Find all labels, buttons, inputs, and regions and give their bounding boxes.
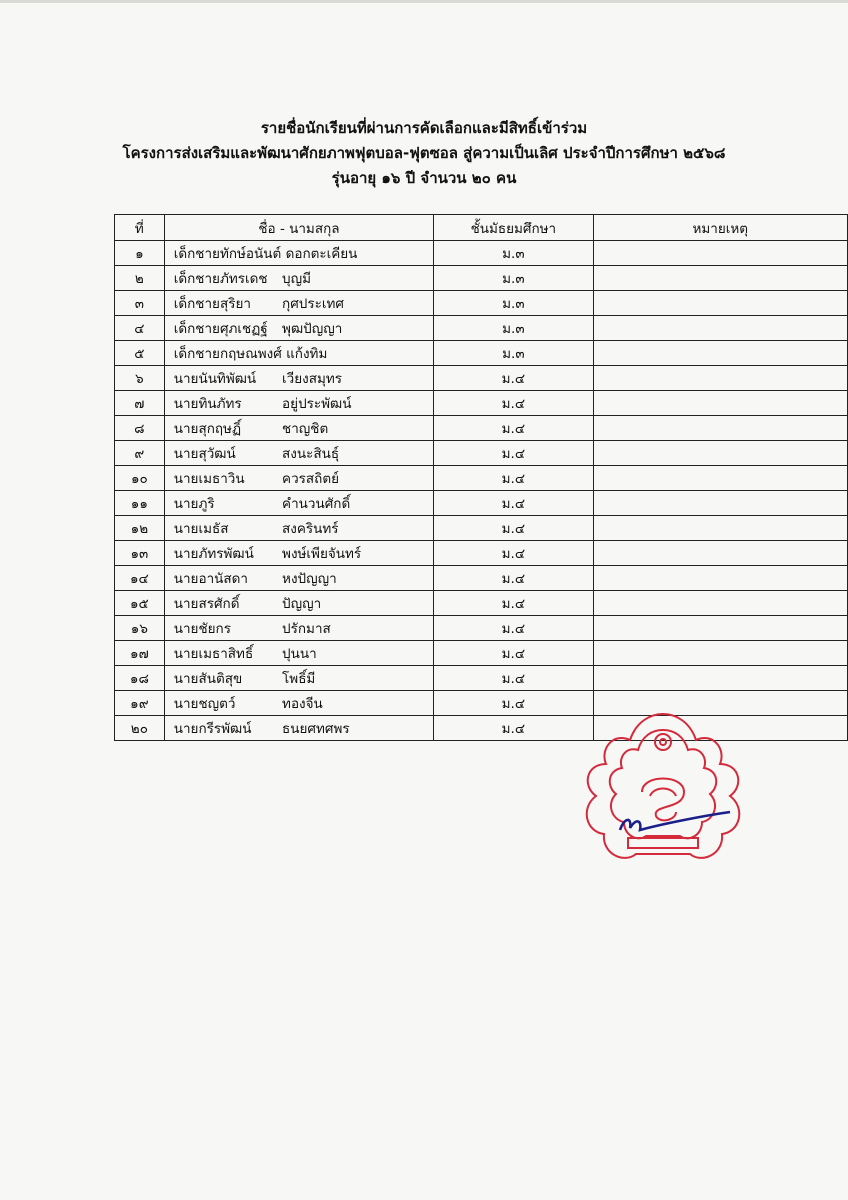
student-first-name: นายชัยกร: [173, 621, 231, 637]
grade-level: ม.๔: [434, 641, 593, 666]
table-row: [115, 616, 848, 641]
student-name-cell: [164, 716, 433, 741]
grade-level: ม.๔: [434, 691, 593, 716]
table-body: [115, 241, 848, 741]
student-last-name: สงนะสินธุ์: [282, 446, 340, 462]
remark-cell: [593, 341, 847, 366]
remark-cell: [593, 266, 847, 291]
table-header-row: [115, 215, 848, 241]
student-first-name: เด็กชายทักษ์อนันต์: [173, 246, 282, 262]
student-name-cell: [164, 316, 433, 341]
student-first-name: เด็กชายภัทรเดช: [173, 271, 268, 287]
table-row: [115, 241, 848, 266]
table-row: [115, 341, 848, 366]
remark-cell: [593, 616, 847, 641]
student-name-cell: [164, 666, 433, 691]
remark-cell: [593, 316, 847, 341]
row-number: ๒: [115, 266, 165, 291]
student-last-name: ทองจีน: [282, 696, 323, 712]
header-note: หมายเหตุ: [593, 215, 847, 241]
student-last-name: พงษ์เพียจันทร์: [282, 546, 362, 562]
row-number: ๒๐: [115, 716, 165, 741]
row-number: ๑๗: [115, 641, 165, 666]
heading-line-3: รุ่นอายุ ๑๖ ปี จำนวน ๒๐ คน: [331, 169, 517, 187]
grade-level: ม.๔: [434, 591, 593, 616]
student-last-name: หงปัญญา: [282, 571, 337, 587]
student-name-cell: [164, 516, 433, 541]
table-row: [115, 266, 848, 291]
student-name-cell: [164, 366, 433, 391]
student-name-cell: [164, 466, 433, 491]
remark-cell: [593, 441, 847, 466]
remark-cell: [593, 541, 847, 566]
grade-level: ม.๔: [434, 491, 593, 516]
row-number: ๑๖: [115, 616, 165, 641]
row-number: ๓: [115, 291, 165, 316]
grade-level: ม.๓: [434, 341, 593, 366]
row-number: ๑๑: [115, 491, 165, 516]
remark-cell: [593, 516, 847, 541]
row-number: ๑๓: [115, 541, 165, 566]
student-last-name: ปุนนา: [282, 646, 317, 662]
student-last-name: ธนยศทศพร: [282, 721, 350, 737]
remark-cell: [593, 491, 847, 516]
student-name-cell: [164, 691, 433, 716]
student-name-cell: [164, 591, 433, 616]
student-first-name: เด็กชายสุริยา: [173, 296, 251, 312]
table-row: [115, 316, 848, 341]
student-roster-table: [114, 214, 848, 741]
student-name-cell: [164, 291, 433, 316]
row-number: ๖: [115, 366, 165, 391]
student-name-cell: [164, 416, 433, 441]
student-name-cell: [164, 641, 433, 666]
row-number: ๑๘: [115, 666, 165, 691]
student-first-name: นายทินภัทร: [173, 396, 242, 412]
student-last-name: คำนวนศักดิ์: [282, 496, 351, 512]
table-row: [115, 366, 848, 391]
table-row: [115, 566, 848, 591]
student-name-cell: [164, 266, 433, 291]
student-first-name: นายเมธัส: [173, 521, 229, 537]
table-row: [115, 416, 848, 441]
grade-level: ม.๓: [434, 316, 593, 341]
table-row: [115, 466, 848, 491]
page-edge: [0, 0, 848, 3]
remark-cell: [593, 566, 847, 591]
remark-cell: [593, 391, 847, 416]
grade-level: ม.๔: [434, 441, 593, 466]
student-last-name: ปรักมาส: [282, 621, 331, 637]
grade-level: ม.๓: [434, 266, 593, 291]
student-name-cell: [164, 341, 433, 366]
row-number: ๑๒: [115, 516, 165, 541]
grade-level: ม.๔: [434, 541, 593, 566]
grade-level: ม.๔: [434, 616, 593, 641]
student-first-name: นายสันติสุข: [173, 671, 243, 687]
row-number: ๙: [115, 441, 165, 466]
header-grade: ชั้นมัธยมศึกษา: [434, 215, 593, 241]
row-number: ๑๐: [115, 466, 165, 491]
grade-level: ม.๔: [434, 366, 593, 391]
table-row: [115, 666, 848, 691]
grade-level: ม.๔: [434, 716, 593, 741]
table-row: [115, 491, 848, 516]
student-name-cell: [164, 541, 433, 566]
student-first-name: นายภูริ: [173, 496, 215, 512]
remark-cell: [593, 291, 847, 316]
grade-level: ม.๔: [434, 516, 593, 541]
student-name-cell: [164, 441, 433, 466]
student-last-name: เวียงสมุทร: [282, 371, 343, 387]
student-name-cell: [164, 616, 433, 641]
grade-level: ม.๓: [434, 241, 593, 266]
header-no: ที่: [115, 215, 165, 241]
heading-line-1: รายชื่อนักเรียนที่ผ่านการคัดเลือกและมีสิทธิ์เข้าร่วม: [260, 119, 588, 137]
grade-level: ม.๔: [434, 391, 593, 416]
student-first-name: นายสรศักดิ์: [173, 596, 240, 612]
student-last-name: ปัญญา: [282, 596, 322, 612]
row-number: ๗: [115, 391, 165, 416]
student-last-name: ควรสถิตย์: [282, 471, 339, 487]
student-name-cell: [164, 566, 433, 591]
remark-cell: [593, 366, 847, 391]
table-row: [115, 391, 848, 416]
heading-line-2: โครงการส่งเสริมและพัฒนาศักยภาพฟุตบอล-ฟุตซอล สู่ความเป็นเลิศ ประจำปีการศึกษา ๒๕๖๘: [122, 144, 726, 162]
remark-cell: [593, 416, 847, 441]
student-first-name: นายเมธาวิน: [173, 471, 245, 487]
student-first-name: นายสุกฤษฏิ์: [173, 421, 242, 437]
row-number: ๑: [115, 241, 165, 266]
student-name-cell: [164, 241, 433, 266]
student-first-name: เด็กชายศุภเชฏฐ์: [173, 321, 268, 337]
student-first-name: นายชญตว์: [173, 696, 236, 712]
row-number: ๑๙: [115, 691, 165, 716]
student-first-name: นายอานัสดา: [173, 571, 248, 587]
remark-cell: [593, 641, 847, 666]
student-last-name: โพธิ์มี: [282, 671, 316, 687]
remark-cell: [593, 241, 847, 266]
student-last-name: อยู่ประพัฒน์: [282, 396, 352, 412]
student-first-name: นายเมธาสิทธิ์: [173, 646, 254, 662]
official-seal-icon: [572, 712, 754, 882]
remark-cell: [593, 466, 847, 491]
table-row: [115, 291, 848, 316]
student-name-cell: [164, 491, 433, 516]
student-first-name: นายนันทิพัฒน์: [173, 371, 257, 387]
student-last-name: ชาญชิต: [282, 421, 329, 437]
student-first-name: นายกรีรพัฒน์: [173, 721, 252, 737]
document-heading: [0, 116, 848, 191]
table-row: [115, 441, 848, 466]
row-number: ๔: [115, 316, 165, 341]
grade-level: ม.๔: [434, 466, 593, 491]
row-number: ๕: [115, 341, 165, 366]
row-number: ๑๔: [115, 566, 165, 591]
student-last-name: สงครินทร์: [282, 521, 339, 537]
table-row: [115, 641, 848, 666]
remark-cell: [593, 591, 847, 616]
student-first-name: นายสุวัฒน์: [173, 446, 236, 462]
row-number: ๑๕: [115, 591, 165, 616]
table-row: [115, 591, 848, 616]
student-last-name: กุศประเทศ: [282, 296, 344, 312]
grade-level: ม.๔: [434, 416, 593, 441]
student-last-name: แก้งทิม: [286, 346, 328, 362]
row-number: ๘: [115, 416, 165, 441]
table-row: [115, 516, 848, 541]
table-row: [115, 541, 848, 566]
student-last-name: พุฒปัญญา: [282, 321, 343, 337]
student-name-cell: [164, 391, 433, 416]
remark-cell: [593, 666, 847, 691]
grade-level: ม.๓: [434, 291, 593, 316]
student-first-name: เด็กชายกฤษณพงศ์: [173, 346, 282, 362]
grade-level: ม.๔: [434, 666, 593, 691]
student-first-name: นายภัทรพัฒน์: [173, 546, 254, 562]
student-last-name: ดอกตะเคียน: [285, 246, 358, 262]
grade-level: ม.๔: [434, 566, 593, 591]
student-last-name: บุญมี: [282, 271, 312, 287]
header-name: ชื่อ - นามสกุล: [164, 215, 433, 241]
